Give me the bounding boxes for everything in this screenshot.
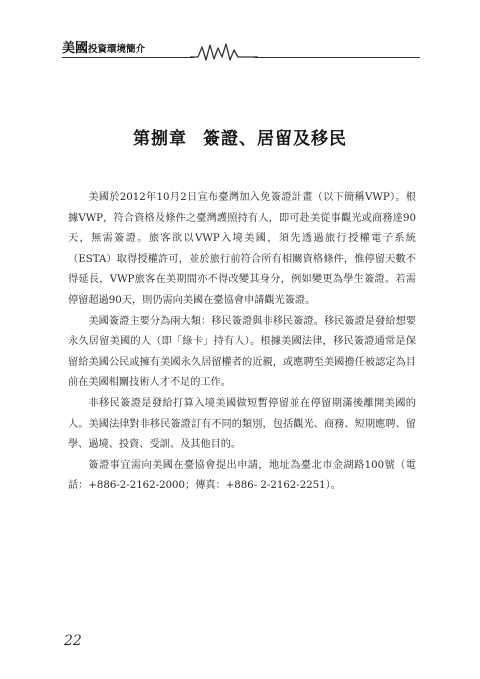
paragraph-visa-types: 美國簽證主要分為兩大類：移民簽證與非移民簽證。移民簽證是發給想要永久居留美國的人（即「綠卡」持有人）。根據美國法律，移民簽證通常是保留給美國公民或擁有美國永久居留權者的近親，或應聘至美國擔任被認定為目前在美國相關技術人才不足的工作。 (68, 315, 416, 389)
paragraph-application: 簽證事宜需向美國在臺協會提出申請，地址為臺北市金湖路100號（電話：+886-2-2162-2000；傳真：+886- 2-2162-2251）。 (68, 459, 416, 492)
header-rule-right (254, 57, 420, 58)
chapter-heading (0, 124, 480, 149)
running-header (62, 40, 420, 62)
running-header-title-sub: 投資環境簡介 (88, 44, 146, 55)
header-rule-left (62, 57, 194, 58)
heartbeat-wave-icon (190, 42, 258, 62)
chapter-title: 簽證、居留及移民 (203, 129, 347, 149)
running-header-title-main: 美國 (62, 41, 89, 56)
page-number: 22 (64, 633, 82, 649)
body-text (68, 188, 416, 497)
paragraph-nonimmigrant: 非移民簽證是發給打算入境美國做短暫停留並在停留期滿後離開美國的人。美國法律對非移民簽證訂有不同的類別，包括觀光、商務、短期應聘、留學、過境、投資、受訓、及其他目的。 (68, 397, 416, 451)
chapter-number: 第捌章 (133, 129, 187, 149)
running-header-title (62, 40, 145, 56)
paragraph-vwp: 美國於2012年10月2日宣布臺灣加入免簽證計畫（以下簡稱VWP）。根據VWP，符合資格及條件之臺灣護照持有人，即可赴美從事觀光或商務達90天，無需簽證。旅客欲以VWP入境美國，須先透過旅行授權電子系統（ESTA）取得授權許可，並於旅行前符合所有相關資格條件，惟停留天數不得延長，VWP旅客在美期間亦不得改變其身分，例如變更為學生簽證。若需停留超過90天，則仍需向美國在臺協會申請觀光簽證。 (68, 192, 416, 306)
